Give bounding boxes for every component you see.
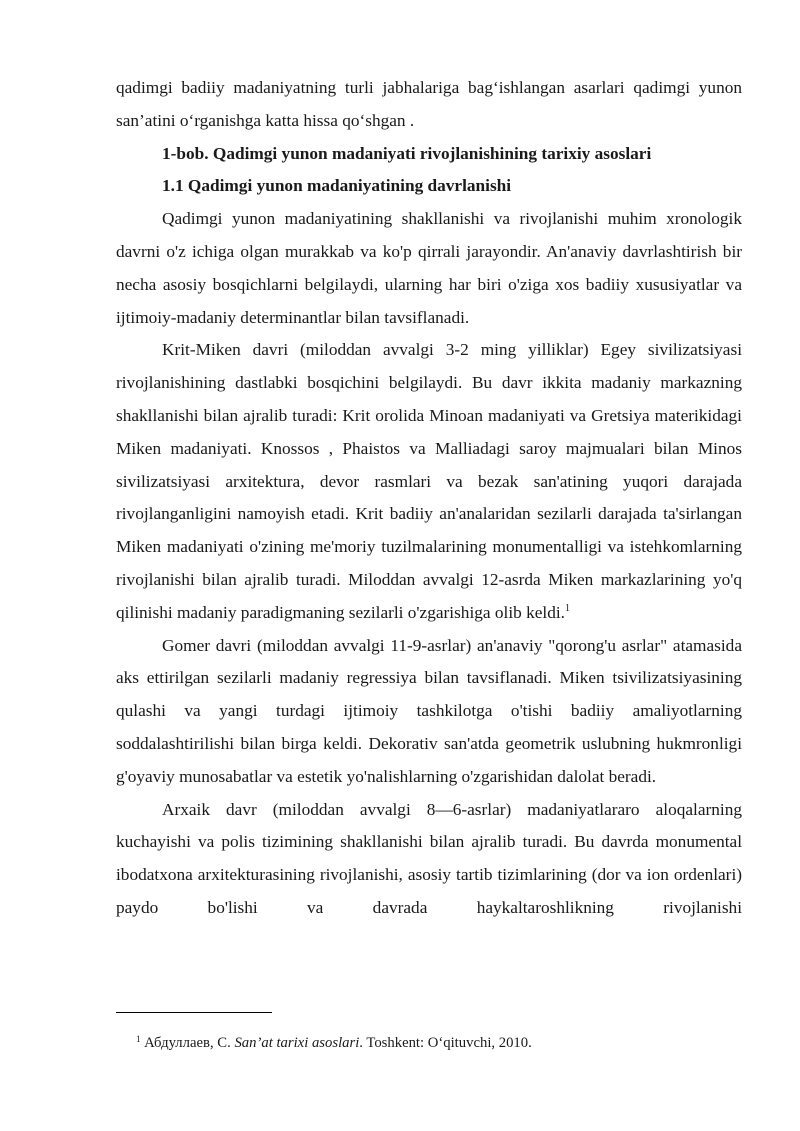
paragraph-continuation: qadimgi badiiy madaniyatning turli jabhalariga bag‘ishlangan asarlari qadimgi yunon san’atini o‘rganishga katta hissa qo‘shgan . [116,78,742,130]
chapter-heading: 1-bob. Qadimgi yunon madaniyati rivojlanishining tarixiy asoslari [162,143,652,163]
footnote-reference[interactable]: 1 [564,602,570,614]
section-heading: 1.1 Qadimgi yunon madaniyatining davrlanishi [162,176,512,196]
footnote-separator [116,1012,272,1013]
paragraph-krit-miken-text: Krit-Miken davri (miloddan avvalgi 3-2 ming yilliklar) Egey sivilizatsiyasi rivojlanishining dastlabki bosqichini belgilaydi. Bu davr ikkita madaniy markazning shakllanishi bilan ajralib turadi: Krit orolida Minoan madaniyati va Gretsiya materikidagi Miken madaniyati. Knossos , Phaistos va Malliadagi saroy majmualari bilan Minos sivilizatsiyasi arxitektura, devor rasmlari va bezak san'atining yuqori darajada rivojlanganligini namoyish etadi. Krit badiiy an'analaridan sezilarli darajada ta'sirlangan Miken madaniyati o'zining me'moriy tuzilmalarining monumentalligi va istehkomlarning rivojlanishi bilan ajralib turadi. Miloddan avvalgi 12-asrda Miken markazlarining yo'q qilinishi madaniy paradigmaning sezilarli o'zgarishiga olib keldi. [116,340,742,622]
document-body [116,72,742,925]
footnote-publisher: . Toshkent: O‘qituvchi, 2010. [359,1035,532,1051]
paragraph-krit-miken [116,334,742,629]
paragraph-intro: Qadimgi yunon madaniyatining shakllanishi va rivojlanishi muhim xronologik davrni o'z ichiga olgan murakkab va ko'p qirrali jarayondir. An'anaviy davrlashtirish bir necha asosiy bosqichlarni belgilaydi, ularning har biri o'ziga xos badiiy xususiyatlar va ijtimoiy-madaniy determinantlar bilan tavsiflanadi. [116,209,742,327]
footnote-number: 1 [136,1034,141,1044]
paragraph-arxaik: Arxaik davr (miloddan avvalgi 8—6-asrlar) madaniyatlararo aloqalarning kuchayishi va polis tizimining shakllanishi bilan ajralib turadi. Bu davrda monumental ibodatxona arxitekturasining rivojlanishi, asosiy tartib tizimlarining (dor va ion ordenlari) paydo bo'lishi va davrada haykaltaroshlikning rivojlanishi [116,799,742,917]
footnote [136,1035,532,1052]
paragraph-gomer: Gomer davri (miloddan avvalgi 11-9-asrlar) an'anaviy "qorong'u asrlar" atamasida aks ettirilgan sezilarli madaniy regressiya bilan tavsiflanadi. Miken tsivilizatsiyasining qulashi va yangi turdagi ijtimoiy tashkilotga o'tishi badiiy amaliyotlarning soddalashtirilishi bilan birga keldi. Dekorativ san'atda geometrik uslubning hukmronligi g'oyaviy munosabatlar va estetik yo'nalishlarning o'zgarishidan dalolat beradi. [116,635,742,786]
footnote-title: San’at tarixi asoslari [234,1035,360,1051]
footnote-author: Абдуллаев, С. [140,1035,235,1051]
